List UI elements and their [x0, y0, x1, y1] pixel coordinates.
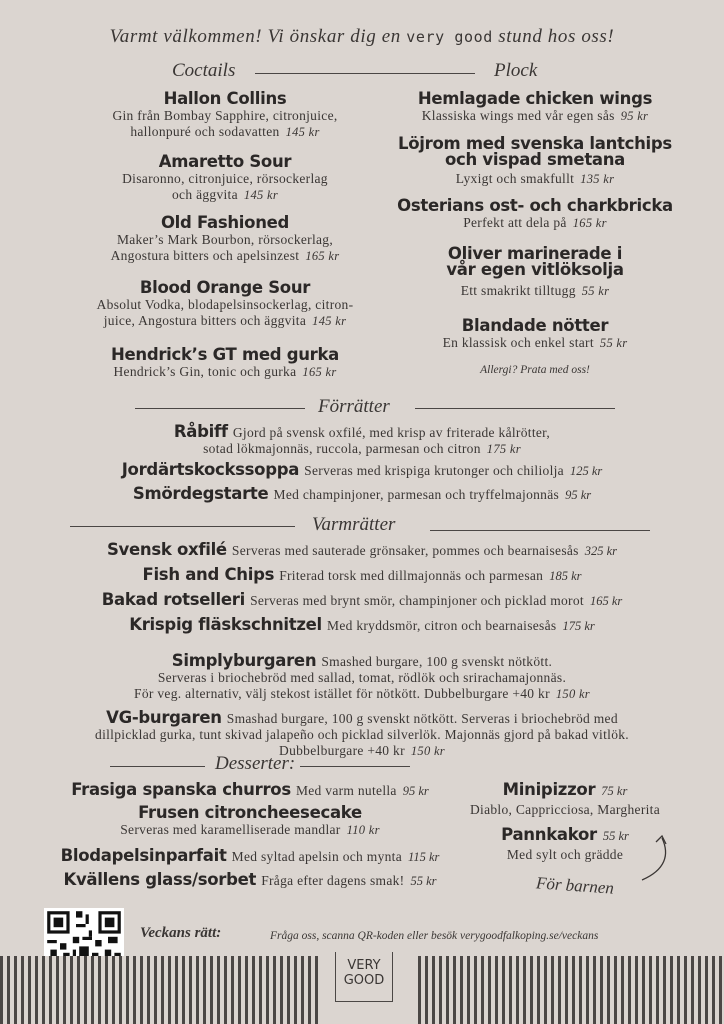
dish-desc: Klassiska wings med vår egen sås — [421, 108, 615, 123]
dish-desc: Diablo, Cappricciosa, Margherita — [469, 802, 661, 817]
dish-desc: Friterad torsk med dillmajonnäs och parmesan — [279, 568, 544, 583]
dish-name: Kvällens glass/sorbet — [63, 870, 257, 889]
dish-price: 55 kr — [581, 284, 610, 298]
dish-name: Krispig fläskschnitzel — [129, 615, 322, 634]
dish-desc: hallonpuré och sodavatten — [130, 124, 280, 139]
list-item — [20, 846, 480, 870]
list-item — [60, 345, 390, 380]
list-item — [370, 246, 700, 316]
curved-arrow-icon — [630, 830, 675, 885]
list-item — [0, 651, 724, 706]
cocktails-divider — [255, 73, 475, 74]
dish-name: Svensk oxfilé — [106, 540, 227, 559]
list-item — [0, 540, 724, 565]
list-item — [0, 615, 724, 643]
welcome-line — [0, 26, 724, 48]
dish-name: Simplyburgaren — [171, 651, 317, 670]
dish-price: 95 kr — [620, 109, 649, 123]
dish-price: 145 kr — [285, 125, 320, 139]
varmratter-divider-right — [430, 530, 650, 531]
cocktails-title: Coctails — [172, 60, 236, 81]
dish-name: vår egen vitlöksolja — [446, 260, 624, 279]
veckans-text: Fråga oss, scanna QR-koden eller besök verygoodfalkoping.se/veckans — [270, 930, 599, 942]
dish-name: Amaretto Sour — [158, 152, 292, 171]
dish-desc: Gjord på svensk oxfilé, med krisp av friterade kålrötter, — [232, 425, 551, 440]
dish-desc: Gin från Bombay Sapphire, citronjuice, — [112, 108, 338, 123]
welcome-text-before: Varmt välkommen! Vi önskar dig en — [109, 26, 401, 47]
dish-price: 165 kr — [305, 249, 340, 263]
dish-name: VG-burgaren — [106, 708, 222, 727]
dish-price: 165 kr — [572, 216, 607, 230]
dish-price: 135 kr — [580, 172, 615, 186]
dish-desc: Ett smakrikt tilltugg — [460, 283, 576, 298]
dish-price: 110 kr — [346, 823, 380, 837]
veckans-label: Veckans rätt: — [140, 925, 222, 941]
dish-name: Oliver marinerade i — [447, 244, 623, 263]
varmratter-list — [0, 540, 724, 759]
dish-name: Pannkakor — [501, 825, 597, 844]
barn-label: För barnen — [535, 873, 615, 898]
dish-name: Smördegstarte — [132, 484, 269, 503]
dish-name: Hallon Collins — [163, 89, 287, 108]
dish-desc: Hendrick’s Gin, tonic och gurka — [113, 364, 297, 379]
dish-price: 115 kr — [408, 850, 440, 864]
dish-desc: Serveras med karamelliserade mandlar — [120, 822, 341, 837]
dish-name: Fish and Chips — [142, 565, 275, 584]
dish-price: 165 kr — [589, 594, 623, 608]
desserter-list — [20, 780, 480, 889]
logo-line-2: GOOD — [343, 973, 385, 988]
dish-desc: Lyxigt och smakfullt — [455, 171, 575, 186]
list-item — [60, 213, 390, 278]
stripes-left — [0, 956, 322, 1024]
dish-name: Blodapelsinparfait — [60, 846, 227, 865]
forratter-title: Förrätter — [318, 396, 390, 417]
dish-price: 145 kr — [312, 314, 347, 328]
dish-desc: Med kryddsmör, citron och bearnaisesås — [327, 618, 557, 633]
dish-desc: Serveras med krispiga krutonger och chiliolja — [304, 463, 564, 478]
list-item — [0, 708, 724, 759]
dish-desc: En klassisk och enkel start — [442, 335, 594, 350]
list-item — [20, 803, 480, 846]
dish-desc: Med syltad apelsin och mynta — [231, 849, 403, 864]
cocktails-list — [60, 89, 390, 380]
stripes-right — [418, 956, 724, 1024]
list-item — [370, 316, 700, 364]
dish-desc: Smashed burgare, 100 g svenskt nötkött. — [321, 654, 553, 669]
dish-price: 185 kr — [549, 569, 582, 583]
dish-desc: Med varm nutella — [295, 783, 397, 798]
dish-desc: Maker’s Mark Bourbon, rörsockerlag, — [116, 232, 334, 247]
list-item — [60, 152, 390, 213]
dish-price: 165 kr — [302, 365, 337, 379]
dish-name: Hendrick’s GT med gurka — [110, 345, 340, 364]
dish-desc: Perfekt att dela på — [463, 215, 567, 230]
logo-line-1: VERY — [347, 958, 381, 973]
dish-name: Blood Orange Sour — [139, 278, 311, 297]
varmratter-title: Varmrätter — [312, 514, 396, 535]
dish-desc: Med champinjoner, parmesan och tryffelmajonnäs — [273, 487, 560, 502]
plock-title: Plock — [494, 60, 538, 81]
list-item — [0, 565, 724, 590]
dish-desc: För veg. alternativ, välj stekost istället för nötkött. Dubbelburgare +40 kr — [134, 686, 550, 701]
list-item — [0, 484, 724, 503]
dish-price: 145 kr — [243, 188, 278, 202]
dish-desc: dillpicklad gurka, tunt skivad jalapeño och picklad silverlök. Majonnäs gjord på bakad vitlök. — [95, 727, 629, 742]
dish-price: 75 kr — [601, 784, 628, 798]
welcome-text-after: stund hos oss! — [498, 26, 615, 47]
allergy-note: Allergi? Prata med oss! — [480, 364, 590, 376]
dish-name: Osterians ost- och charkbricka — [397, 196, 673, 215]
welcome-highlight: very good — [406, 28, 493, 46]
list-item — [370, 196, 700, 246]
very-good-logo — [335, 952, 393, 1002]
list-item — [20, 780, 480, 803]
dish-price: 175 kr — [562, 619, 595, 633]
dish-desc: Dubbelburgare +40 kr — [279, 743, 405, 758]
dish-name: Jordärtskockssoppa — [121, 460, 300, 479]
dish-desc: Smashad burgare, 100 g svenskt nötkött. Serveras i briochebröd med — [226, 711, 618, 726]
list-item — [370, 89, 700, 136]
dish-price: 55 kr — [599, 336, 628, 350]
dish-name: Blandade nötter — [461, 316, 609, 335]
dish-desc: Med sylt och grädde — [506, 847, 624, 862]
list-item — [0, 590, 724, 615]
list-item — [20, 870, 480, 889]
desserter-title: Desserter: — [215, 753, 296, 774]
dish-desc: Serveras i briochebröd med sallad, tomat, rödlök och srirachamajonnäs. — [157, 670, 567, 685]
dish-desc: Serveras med sauterade grönsaker, pommes och bearnaisesås — [231, 543, 579, 558]
list-item — [60, 278, 390, 345]
dish-name: Bakad rotselleri — [101, 590, 245, 609]
dish-price: 95 kr — [565, 488, 592, 502]
dish-price: 95 kr — [402, 784, 429, 798]
dish-desc: Disaronno, citronjuice, rörsockerlag — [122, 171, 328, 186]
dish-price: 125 kr — [569, 464, 603, 478]
desserter-divider-right — [300, 766, 410, 767]
dish-price: 150 kr — [410, 744, 445, 758]
dish-desc: Absolut Vodka, blodapelsinsockerlag, citron- — [96, 297, 354, 312]
dish-name: Råbiff — [173, 422, 228, 441]
dish-desc: sotad lökmajonnäs, ruccola, parmesan och citron — [203, 441, 481, 456]
list-item — [0, 460, 724, 484]
varmratter-divider-left — [70, 526, 295, 527]
dish-name: Old Fashioned — [160, 213, 290, 232]
dish-name: Frasiga spanska churros — [71, 780, 291, 799]
dish-price: 325 kr — [584, 544, 618, 558]
dish-price: 150 kr — [555, 687, 590, 701]
dish-name: Hemlagade chicken wings — [417, 89, 653, 108]
dish-name: och vispad smetana — [444, 150, 626, 169]
list-item — [0, 422, 724, 460]
dish-name: Minipizzor — [502, 780, 596, 799]
dish-price: 55 kr — [602, 829, 629, 843]
plock-list — [370, 89, 700, 376]
dish-desc: Angostura bitters och apelsinzest — [110, 248, 300, 263]
dish-price: 175 kr — [486, 442, 521, 456]
forratter-divider-left — [135, 408, 305, 409]
dish-name: Löjrom med svenska lantchips — [398, 134, 672, 153]
forratter-list — [0, 422, 724, 503]
list-item — [60, 89, 390, 152]
dish-desc: och äggvita — [172, 187, 238, 202]
list-item — [370, 136, 700, 196]
dish-name: Frusen citroncheesecake — [138, 803, 362, 822]
forratter-divider-right — [415, 408, 615, 409]
dish-price: 55 kr — [410, 874, 437, 888]
list-item — [450, 780, 680, 825]
dish-desc: Serveras med brynt smör, champinjoner och picklad morot — [250, 593, 584, 608]
desserter-divider-left — [110, 766, 205, 767]
dish-desc: juice, Angostura bitters och äggvita — [103, 313, 307, 328]
dish-desc: Fråga efter dagens smak! — [261, 873, 405, 888]
